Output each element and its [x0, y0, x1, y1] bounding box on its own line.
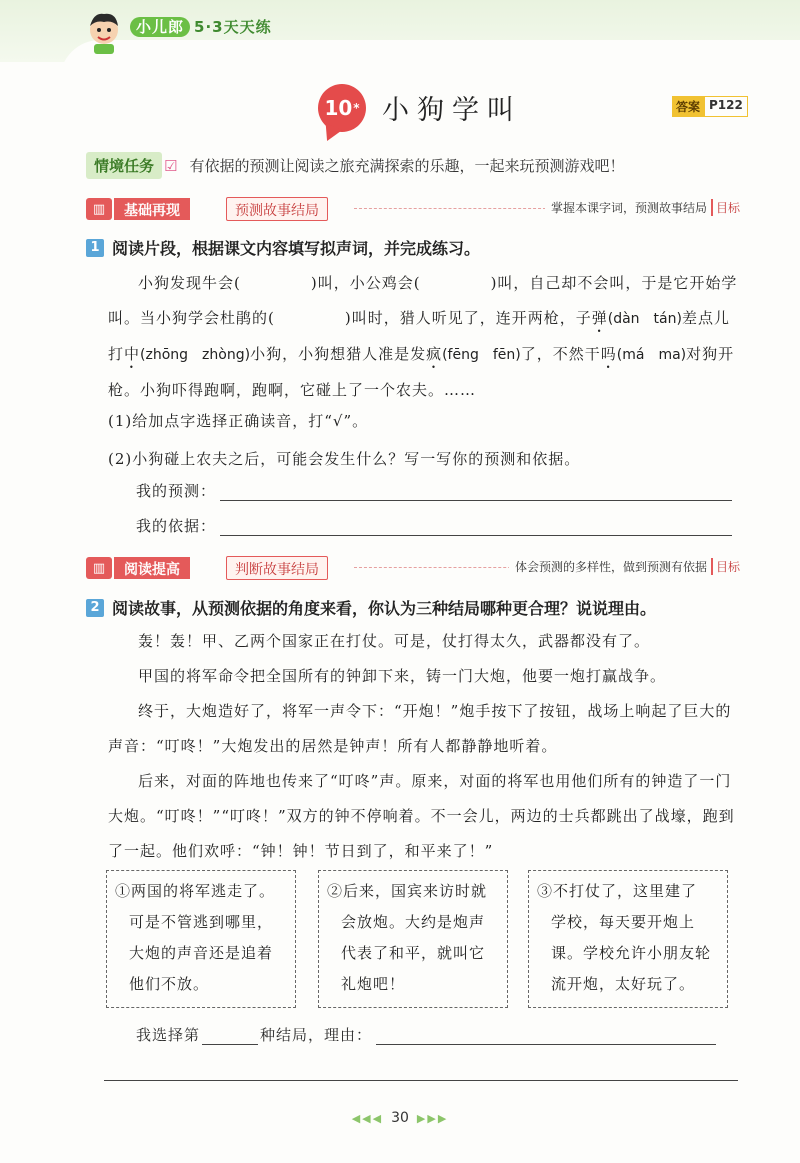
section-goal: 掌握本课字词，预测故事结局 目标: [545, 199, 740, 216]
section-name: 阅读提高: [114, 557, 190, 579]
scenario-tag: 情境任务: [86, 152, 162, 179]
section-goal: 体会预测的多样性，做到预测有依据 目标: [509, 558, 740, 575]
story-paragraph: 甲国的将军命令把全国所有的钟卸下来，铸一门大炮，他要一炮打赢战争。: [138, 667, 667, 685]
answer-line[interactable]: [220, 481, 732, 501]
scenario-task: [86, 152, 624, 179]
lesson-title: 小狗学叫: [382, 95, 522, 126]
question-number: 2: [86, 599, 104, 617]
page-number: 30: [391, 1110, 409, 1126]
story-paragraph: 后来，对面的阵地也传来了“叮咚”声。原来，对面的将军也用他们所有的钟造了一门大炮。“叮咚！”“叮咚！”双方的钟不停响着。不一会儿，两边的士兵都跳出了战壕，跑到了一起。他们欢呼：“钟！钟！节日到了，和平来了！”: [108, 772, 735, 860]
book-icon: ▥: [86, 198, 112, 220]
story-paragraph: 终于，大炮造好了，将军一声令下：“开炮！”炮手按下了按钮，战场上响起了巨大的声音：“叮咚！”大炮发出的居然是钟声！所有人都静静地听着。: [108, 702, 732, 755]
book-icon: ▥: [86, 557, 112, 579]
sub-question-2: (2)小狗碰上农夫之后，可能会发生什么？写一写你的预测和依据。: [108, 450, 581, 468]
answer-page: P122: [704, 96, 748, 117]
answer-line[interactable]: [220, 516, 732, 536]
ending-option-3[interactable]: ③不打仗了，这里建了 学校，每天要开炮上课。学校允许小朋友轮流开炮，太好玩了。: [528, 870, 728, 1008]
question-text: 阅读故事，从预测依据的角度来看，你认为三种结局哪种更合理？说说理由。: [112, 599, 657, 618]
answer-reference: [672, 96, 748, 117]
question-number: 1: [86, 239, 104, 257]
page-footer: [0, 1110, 800, 1126]
pinyin-choice[interactable]: (zhōng zhòng): [140, 347, 251, 363]
answer-label: 答案: [672, 96, 704, 117]
left-arrows-icon: ◀◀◀: [351, 1112, 384, 1125]
pinyin-choice[interactable]: (má ma): [616, 347, 687, 363]
pinyin-choice[interactable]: (dàn tán): [607, 311, 682, 327]
question-2: [86, 596, 656, 619]
brand-logo: 小儿郎 5·3天天练: [130, 16, 272, 37]
question-1: [86, 236, 480, 259]
choice-blank[interactable]: [202, 1025, 258, 1045]
story-passage: [108, 624, 742, 869]
section-subtitle: 判断故事结局: [226, 556, 328, 580]
ending-option-2[interactable]: ②后来，国宾来访时就 会放炮。大约是炮声代表了和平，就叫它礼炮吧！: [318, 870, 508, 1008]
choice-answer: 我选择第 种结局，理由：: [136, 1024, 716, 1045]
story-paragraph: 轰！轰！甲、乙两个国家正在打仗。可是，仗打得太久，武器都没有了。: [138, 632, 651, 650]
section-name: 基础再现: [114, 198, 190, 220]
ending-option-1[interactable]: ①两国的将军逃走了。 可是不管逃到哪里，大炮的声音还是追着他们不放。: [106, 870, 296, 1008]
pinyin-choice[interactable]: (fēng fēn): [442, 347, 521, 363]
reading-passage: 小狗发现牛会( )叫，小公鸡会( )叫，自己却不会叫，于是它开始学叫。当小狗学会杜鹃的( )叫时，猎人听见了，连开两枪，子弹(dàn tán)差点儿打中(zhōng zhòng)小狗，小狗想猎人准是发疯(fēng fēn)了，不然干吗(má ma)对狗开枪。小狗吓得跑啊，跑啊，它碰上了一个农夫。……: [108, 274, 738, 399]
mascot-boy-icon: [84, 10, 124, 54]
reason-line[interactable]: [376, 1025, 716, 1045]
section-basic: [86, 196, 740, 222]
prediction-field[interactable]: 我的预测：: [136, 480, 732, 501]
checkbox-icon: ☑: [164, 156, 178, 175]
lesson-number-badge: 10 *: [318, 84, 366, 132]
question-text: 阅读片段，根据课文内容填写拟声词，并完成练习。: [112, 239, 481, 258]
scenario-text: 有依据的预测让阅读之旅充满探索的乐趣，一起来玩预测游戏吧！: [189, 157, 625, 175]
sub-question-1: (1)给加点字选择正确读音，打“√”。: [108, 412, 369, 430]
section-advanced: [86, 555, 740, 581]
basis-field[interactable]: 我的依据：: [136, 515, 732, 536]
section-subtitle: 预测故事结局: [226, 197, 328, 221]
right-arrows-icon: ▶▶▶: [416, 1112, 449, 1125]
reason-line-2[interactable]: [104, 1080, 738, 1081]
